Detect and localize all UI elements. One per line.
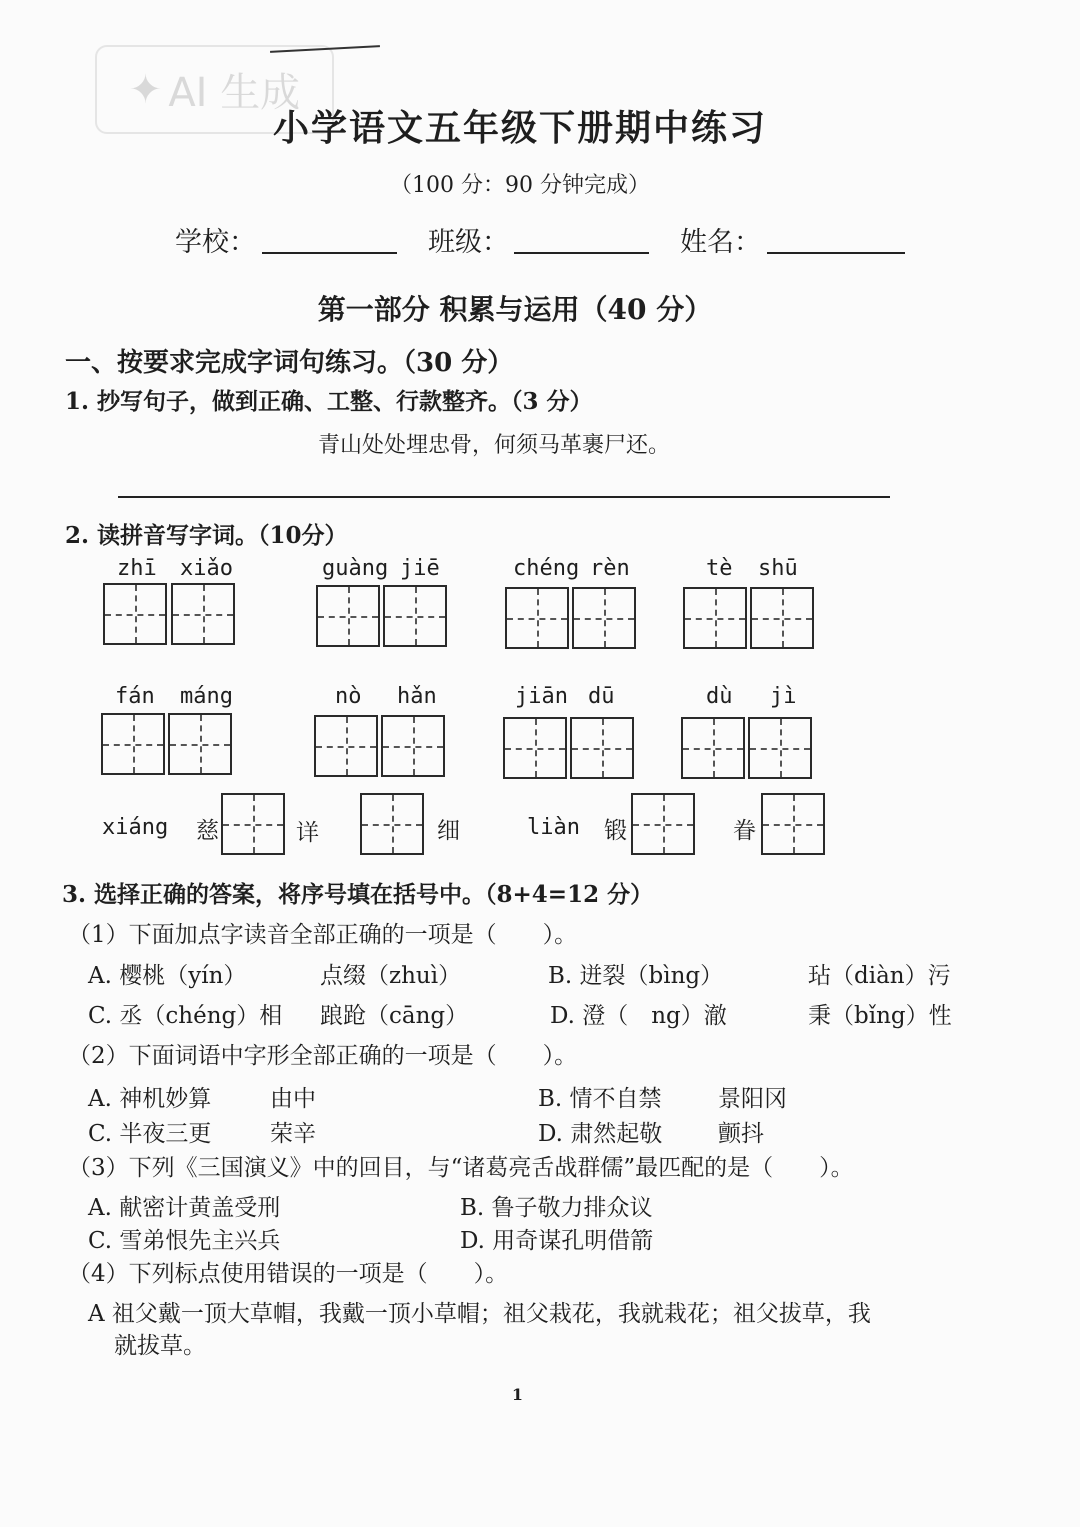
part-one-title: 第一部分 积累与运用（40 分） (317, 293, 713, 326)
option-c-word2: 踉跄（cāng） (320, 1003, 469, 1029)
pinyin-label: guàng (322, 556, 389, 581)
given-character: 眷 (733, 818, 756, 844)
writing-grid-box[interactable] (314, 715, 378, 777)
option-a-continued: 就拔草。 (114, 1333, 206, 1359)
given-character: 细 (437, 818, 460, 844)
given-character: 慈 (196, 818, 219, 844)
writing-grid-box[interactable] (168, 713, 232, 775)
option-b[interactable]: B. 情不自禁 (538, 1086, 662, 1112)
class-field[interactable] (514, 252, 649, 254)
pinyin-label: jiē (400, 556, 440, 581)
copy-sentence: 青山处处埋忠骨，何须马革裹尸还。 (318, 433, 671, 458)
school-label: 学校： (175, 227, 256, 258)
sub-question-4-stem: （4）下列标点使用错误的一项是（ ）。 (68, 1261, 509, 1287)
pinyin-label: jiān (515, 684, 568, 709)
option-c[interactable]: C. 丞（chéng）相 (88, 1003, 283, 1029)
option-d[interactable]: D. 澄（ ng）澈 (550, 1003, 727, 1029)
question-1-title: 1. 抄写句子，做到正确、工整、行款整齐。（3 分） (65, 388, 593, 415)
writing-grid-box[interactable] (631, 793, 695, 855)
given-character: 锻 (604, 818, 627, 844)
option-d[interactable]: D. 肃然起敬 (538, 1121, 663, 1147)
copy-answer-line[interactable] (118, 496, 890, 498)
writing-grid-box[interactable] (761, 793, 825, 855)
school-field[interactable] (262, 252, 397, 254)
option-a-word2: 由中 (270, 1086, 316, 1112)
option-d-word2: 秉（bǐng）性 (808, 1003, 952, 1029)
writing-grid-box[interactable] (316, 585, 380, 647)
pinyin-label: hǎn (397, 684, 437, 709)
pinyin-label: tè (706, 556, 733, 581)
pinyin-label: zhī (117, 556, 157, 581)
option-d-word2: 颤抖 (718, 1121, 764, 1147)
pinyin-label: dū (588, 684, 615, 709)
option-b[interactable]: B. 鲁子敬力排众议 (460, 1195, 653, 1221)
section-one-title: 一、按要求完成字词句练习。（30 分） (65, 348, 514, 378)
name-label: 姓名： (680, 227, 761, 258)
pinyin-label: liàn (527, 815, 580, 840)
option-a[interactable]: A 祖父戴一顶大草帽，我戴一顶小草帽；祖父栽花，我就栽花；祖父拔草，我 (88, 1301, 871, 1327)
writing-grid-box[interactable] (101, 713, 165, 775)
option-c[interactable]: C. 雪弟恨先主兴兵 (88, 1228, 281, 1254)
sub-question-3-stem: （3）下列《三国演义》中的回目，与“诸葛亮舌战群儒”最匹配的是（ ）。 (68, 1155, 854, 1181)
writing-grid-box[interactable] (683, 587, 747, 649)
option-d[interactable]: D. 用奇谋孔明借箭 (460, 1228, 654, 1254)
page-number: 1 (511, 1385, 524, 1404)
writing-grid-box[interactable] (221, 793, 285, 855)
writing-grid-box[interactable] (750, 587, 814, 649)
writing-grid-box[interactable] (748, 717, 812, 779)
option-a[interactable]: A. 献密计黄盖受刑 (88, 1195, 281, 1221)
page-title: 小学语文五年级下册期中练习 (272, 107, 767, 149)
option-a-word2: 点缀（zhuì） (320, 963, 462, 989)
writing-grid-box[interactable] (503, 717, 567, 779)
option-c[interactable]: C. 半夜三更 (88, 1121, 212, 1147)
writing-grid-box[interactable] (381, 715, 445, 777)
pinyin-label: shū (758, 556, 798, 581)
question-2-title: 2. 读拼音写字词。（10分） (65, 522, 348, 549)
writing-grid-box[interactable] (570, 717, 634, 779)
writing-grid-box[interactable] (572, 587, 636, 649)
pinyin-label: jì (770, 684, 797, 709)
sub-question-1-stem: （1）下面加点字读音全部正确的一项是（ ）。 (68, 922, 578, 948)
option-a[interactable]: A. 神机妙算 (88, 1086, 212, 1112)
option-b[interactable]: B. 迸裂（bìng） (548, 963, 724, 989)
question-3-title: 3. 选择正确的答案，将序号填在括号中。（8+4=12 分） (62, 881, 654, 908)
pinyin-label: xiǎo (180, 556, 233, 581)
pinyin-label: rèn (590, 556, 630, 581)
pinyin-label: xiáng (102, 815, 169, 840)
option-a[interactable]: A. 樱桃（yín） (88, 963, 247, 989)
writing-grid-box[interactable] (171, 583, 235, 645)
writing-grid-box[interactable] (103, 583, 167, 645)
pinyin-label: chéng (513, 556, 580, 581)
writing-grid-box[interactable] (360, 793, 424, 855)
name-field[interactable] (767, 252, 905, 254)
writing-grid-box[interactable] (681, 717, 745, 779)
option-b-word2: 玷（diàn）污 (808, 963, 951, 989)
pinyin-label: dù (706, 684, 733, 709)
pinyin-label: nò (335, 684, 362, 709)
given-character: 详 (296, 820, 319, 846)
sub-question-2-stem: （2）下面词语中字形全部正确的一项是（ ）。 (68, 1043, 578, 1069)
sparkle-icon: ✦ (128, 66, 163, 113)
exam-subtitle: （100 分：90 分钟完成） (390, 173, 650, 198)
writing-grid-box[interactable] (383, 585, 447, 647)
option-b-word2: 景阳冈 (718, 1086, 787, 1112)
watermark-text: AI 生成 (168, 70, 301, 116)
pinyin-label: máng (180, 684, 233, 709)
class-label: 班级： (428, 227, 509, 258)
pinyin-label: fán (115, 684, 155, 709)
option-c-word2: 荣辛 (270, 1121, 316, 1147)
writing-grid-box[interactable] (505, 587, 569, 649)
